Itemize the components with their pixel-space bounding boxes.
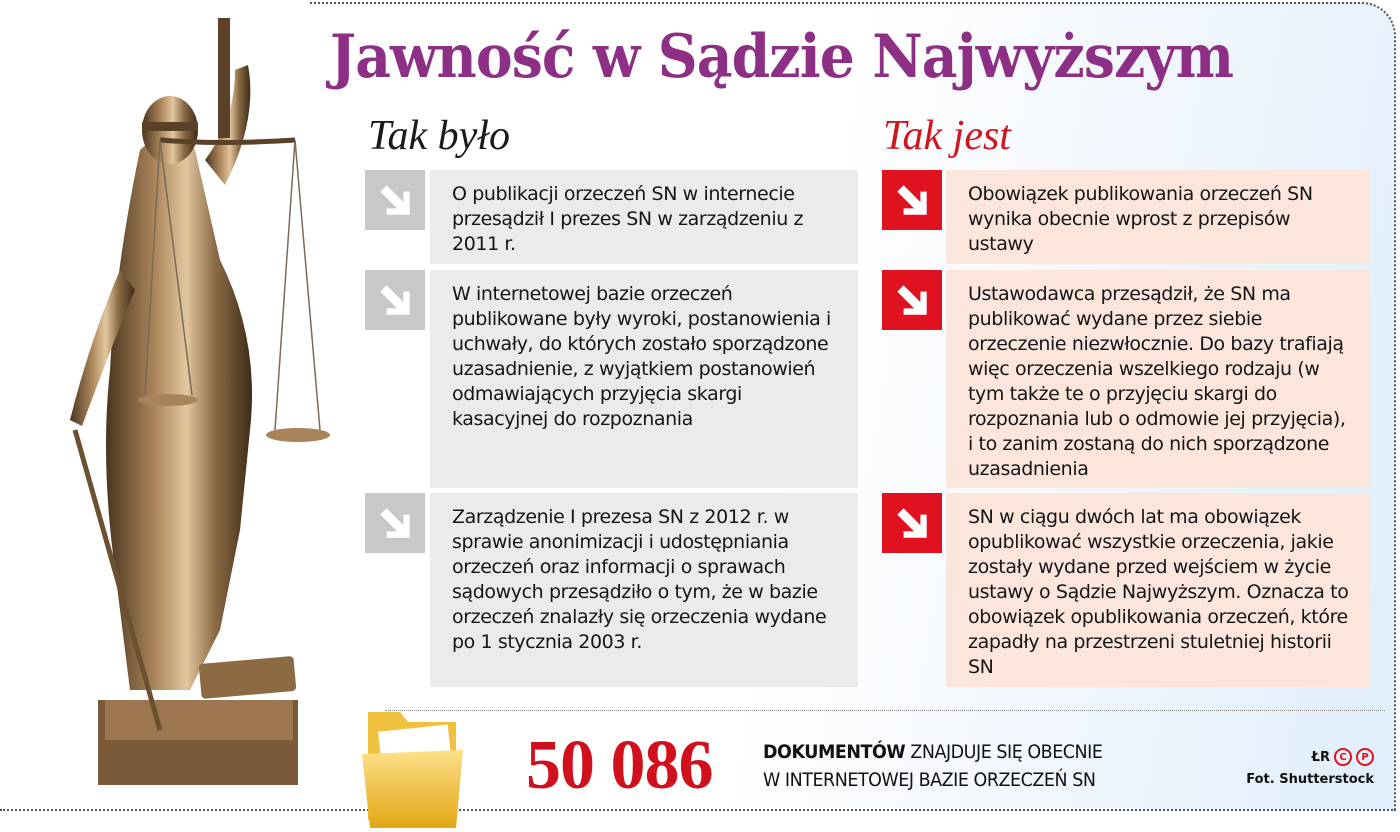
before-item-text: Zarządzenie I prezesa SN z 2012 r. w sprawie anonimizacji i udostępniania orzeczeń oraz informacji o sprawach sądowych przesądziło o tym, że w bazie orzeczeń znalazły się orzeczenia wydane po 1 stycznia 2003 r.	[430, 493, 858, 687]
document-count: 50 086	[526, 727, 713, 804]
photo-credit: Fot. Shutterstock	[1246, 772, 1374, 787]
folder-icon	[360, 710, 465, 830]
before-item-text: O publikacji orzeczeń SN w internecie przesądził I prezes SN w zarządzeniu z 2011 r.	[430, 170, 858, 264]
arrow-down-right-icon	[365, 270, 425, 330]
arrow-down-right-icon	[882, 170, 942, 230]
copyright-c-icon: C	[1334, 748, 1352, 766]
author-initials: ŁR	[1311, 749, 1330, 765]
caption-bold: DOKUMENTÓW	[763, 741, 906, 763]
copyright-p-icon: P	[1356, 748, 1374, 766]
lady-justice-statue-image	[20, 10, 340, 800]
bottom-divider	[0, 809, 1396, 811]
arrow-down-right-icon	[882, 270, 942, 330]
document-count-caption	[763, 738, 1102, 794]
caption-line1: ZNAJDUJE SIĘ OBECNIE	[905, 741, 1103, 763]
arrow-down-right-icon	[365, 170, 425, 230]
now-item-text: Ustawodawca przesądził, że SN ma publikować wydane przez siebie orzeczenie niezwłocznie. Do bazy trafiają więc orzeczenia wszelkiego rodzaju (w tym także te o przyjęciu skargi do rozpoznania lub o odmowie jej przyjęcia), i to zanim zostaną do nich sporządzone uzasadnienia	[946, 270, 1370, 488]
arrow-down-right-icon	[882, 493, 942, 553]
footer-divider	[385, 710, 1385, 711]
arrow-down-right-icon	[365, 493, 425, 553]
column-heading-before: Tak było	[368, 113, 510, 159]
before-item-text: W internetowej bazie orzeczeń publikowane były wyroki, postanowienia i uchwały, do których zostało sporządzone uzasadnienie, z wyjątkiem postanowień odmawiających przyjęcia skargi kasacyjnej do rozpoznania	[430, 270, 858, 488]
column-heading-now: Tak jest	[883, 113, 1011, 159]
credits	[1246, 748, 1374, 787]
page-title: Jawność w Sądzie Najwyższym	[330, 22, 1234, 92]
now-item-text: Obowiązek publikowania orzeczeń SN wynika obecnie wprost z przepisów ustawy	[946, 170, 1370, 264]
caption-line2: W INTERNETOWEJ BAZIE ORZECZEŃ SN	[763, 769, 1096, 791]
now-item-text: SN w ciągu dwóch lat ma obowiązek opublikować wszystkie orzeczenia, jakie zostały wydane przed wejściem w życie ustawy o Sądzie Najwyższym. Oznacza to obowiązek opublikowania orzeczeń, które zapadły na przestrzeni stuletniej historii SN	[946, 493, 1370, 687]
